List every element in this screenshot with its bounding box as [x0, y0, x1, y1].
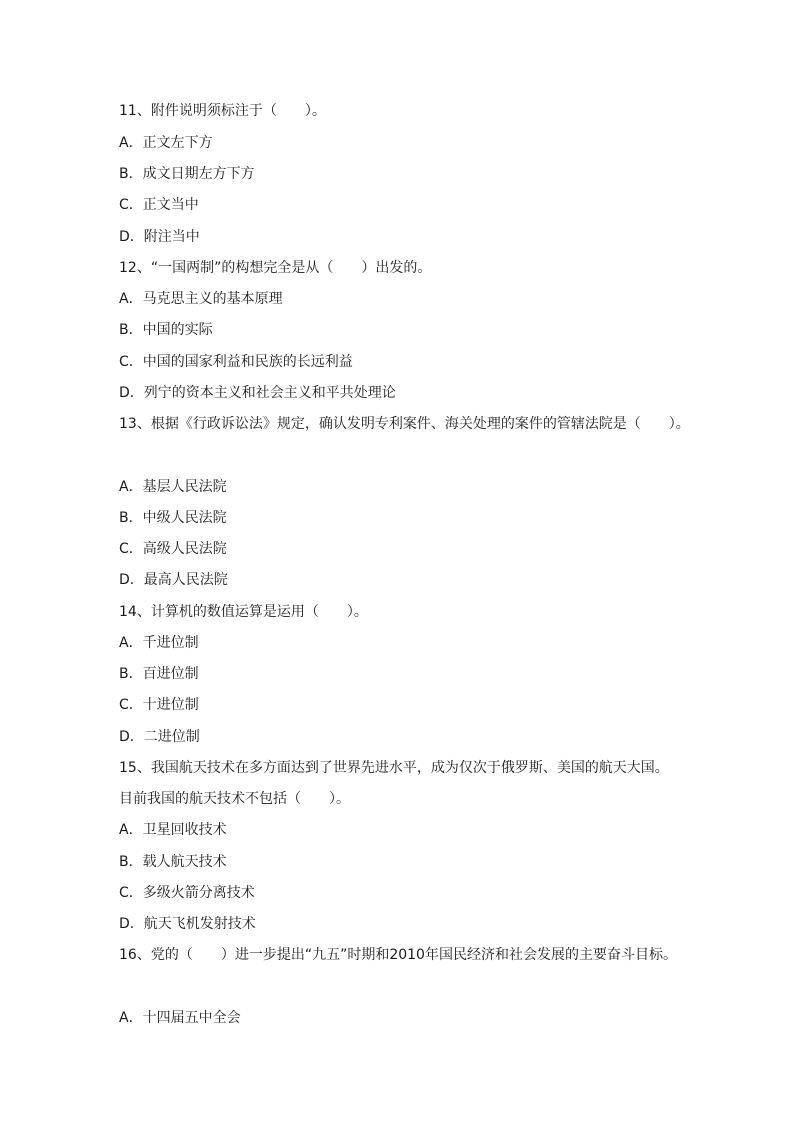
- question-14-option-b: B．百进位制: [119, 666, 199, 682]
- question-15-stem-line-1: 15、我国航天技术在多方面达到了世界先进水平，成为仅次于俄罗斯、美国的航天大国。: [119, 760, 669, 776]
- question-14-option-a: A．千进位制: [119, 635, 199, 651]
- question-12-option-d: D．列宁的资本主义和社会主义和平共处理论: [119, 385, 396, 401]
- question-13-stem: 13、根据《行政诉讼法》规定，确认发明专利案件、海关处理的案件的管辖法院是（ ）。: [119, 416, 690, 432]
- question-15-option-d: D．航天飞机发射技术: [119, 916, 256, 932]
- question-11-option-b: B．成文日期左方下方: [119, 166, 255, 182]
- question-11-option-d: D．附注当中: [119, 229, 200, 245]
- question-15-option-c: C．多级火箭分离技术: [119, 885, 255, 901]
- question-15-stem-line-2: 目前我国的航天技术不包括（ ）。: [119, 791, 350, 807]
- question-15-option-a: A．卫星回收技术: [119, 822, 227, 838]
- question-12-option-a: A．马克思主义的基本原理: [119, 291, 283, 307]
- question-11-option-a: A．正文左下方: [119, 135, 213, 151]
- question-14-option-d: D．二进位制: [119, 729, 200, 745]
- question-13-option-d: D．最高人民法院: [119, 572, 228, 588]
- question-14-stem: 14、计算机的数值运算是运用（ ）。: [119, 604, 368, 620]
- question-15-option-b: B．载人航天技术: [119, 854, 227, 870]
- question-11-option-c: C．正文当中: [119, 197, 199, 213]
- question-11-stem: 11、附件说明须标注于（ ）。: [119, 103, 326, 119]
- question-14-option-c: C．十进位制: [119, 697, 199, 713]
- question-16-stem: 16、党的（ ）进一步提出“九五”时期和2010年国民经济和社会发展的主要奋斗目标。: [119, 947, 677, 963]
- question-12-option-b: B．中国的实际: [119, 322, 213, 338]
- question-13-option-a: A．基层人民法院: [119, 479, 227, 495]
- question-12-stem: 12、“一国两制”的构想完全是从（ ）出发的。: [119, 260, 432, 276]
- question-13-option-c: C．高级人民法院: [119, 541, 227, 557]
- question-13-option-b: B．中级人民法院: [119, 510, 227, 526]
- question-16-option-a: A．十四届五中全会: [119, 1010, 241, 1026]
- question-12-option-c: C．中国的国家利益和民族的长远利益: [119, 354, 353, 370]
